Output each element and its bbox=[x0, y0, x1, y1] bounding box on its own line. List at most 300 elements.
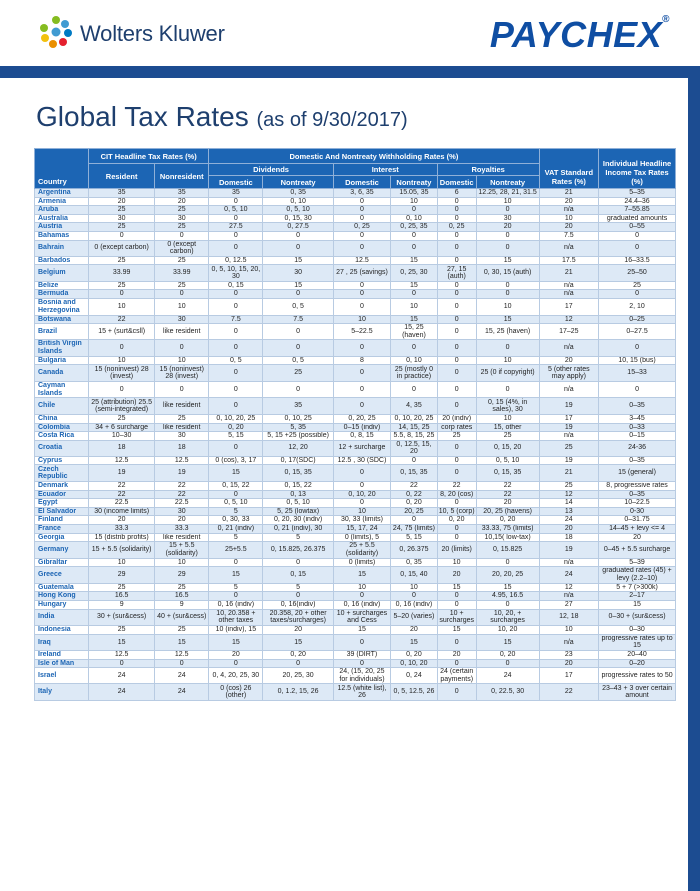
wolters-kluwer-brand: Wolters Kluwer bbox=[80, 21, 225, 46]
cell-interest-nontreaty: 5.5, 8, 15, 25 bbox=[391, 432, 438, 441]
cell-royalties-nontreaty: 10,15( low-tax) bbox=[476, 533, 539, 542]
cell-cit-resident: 33.99 bbox=[89, 265, 155, 282]
table-row bbox=[35, 533, 676, 542]
cell-royalties-domestic: 0 bbox=[437, 398, 476, 415]
cell-dividends-nontreaty: 35 bbox=[263, 398, 333, 415]
cell-dividends-domestic: 10 (indiv), 15 bbox=[209, 626, 263, 635]
cell-pit: 0–33 bbox=[599, 423, 676, 432]
cell-vat: 27 bbox=[539, 600, 599, 609]
cell-royalties-domestic: 0 bbox=[437, 456, 476, 465]
cell-royalties-domestic: 0 bbox=[437, 206, 476, 215]
table-row bbox=[35, 659, 676, 668]
cell-cit-nonresident: 10 bbox=[155, 356, 209, 365]
cell-interest-nontreaty: 15 bbox=[391, 256, 438, 265]
cell-interest-nontreaty: 0, 16 (indiv) bbox=[391, 600, 438, 609]
header-wht-group: Domestic And Nontreaty Withholding Rates (%) bbox=[209, 149, 539, 164]
cell-pit: 2, 10 bbox=[599, 299, 676, 316]
header-pit: Individual Headline Income Tax Rates (%) bbox=[599, 149, 676, 189]
cell-interest-domestic: 10 bbox=[333, 583, 390, 592]
cell-vat: n/a bbox=[539, 592, 599, 601]
cell-royalties-nontreaty: 0 bbox=[476, 381, 539, 398]
cell-cit-resident: 15 + 5.5 (solidarity) bbox=[89, 542, 155, 559]
cell-country: Barbados bbox=[35, 256, 89, 265]
cell-royalties-domestic: 0 bbox=[437, 197, 476, 206]
table-row bbox=[35, 609, 676, 626]
cell-interest-domestic: 12 + surcharge bbox=[333, 440, 390, 456]
cell-royalties-domestic: 0 bbox=[437, 634, 476, 651]
cell-cit-resident: 25 bbox=[89, 281, 155, 290]
cell-royalties-nontreaty: 15, 25 (haven) bbox=[476, 324, 539, 340]
table-row bbox=[35, 299, 676, 316]
cell-country: Bahrain bbox=[35, 240, 89, 256]
cell-country: Armenia bbox=[35, 197, 89, 206]
cell-cit-resident: 22 bbox=[89, 490, 155, 499]
cell-country: Italy bbox=[35, 684, 89, 701]
cell-interest-domestic: 0 bbox=[333, 281, 390, 290]
cell-interest-domestic: 24, (15, 20, 25 for individuals) bbox=[333, 668, 390, 684]
cell-interest-nontreaty: 0, 25, 30 bbox=[391, 265, 438, 282]
cell-dividends-nontreaty: 0 bbox=[263, 381, 333, 398]
cell-royalties-nontreaty: 15 bbox=[476, 315, 539, 324]
cell-cit-resident: 19 bbox=[89, 465, 155, 482]
cell-vat: 20 bbox=[539, 223, 599, 232]
cell-country: Bahamas bbox=[35, 231, 89, 240]
cell-royalties-domestic: 8, 20 (cos) bbox=[437, 490, 476, 499]
cell-cit-resident: 25 (attribution) 25.5 (semi-integrated) bbox=[89, 398, 155, 415]
cell-pit: 0 bbox=[599, 240, 676, 256]
header-royalties: Royalties bbox=[437, 164, 539, 176]
cell-pit: 5–39 bbox=[599, 558, 676, 567]
cell-dividends-domestic: 0 bbox=[209, 558, 263, 567]
cell-country: Egypt bbox=[35, 499, 89, 508]
cell-pit: 0–35 bbox=[599, 490, 676, 499]
cell-royalties-nontreaty: 30 bbox=[476, 214, 539, 223]
cell-country: Bulgaria bbox=[35, 356, 89, 365]
cell-pit: 3–45 bbox=[599, 414, 676, 423]
cell-cit-nonresident: 24 bbox=[155, 668, 209, 684]
cell-interest-domestic: 0 bbox=[333, 398, 390, 415]
cell-cit-nonresident: 22 bbox=[155, 490, 209, 499]
cell-country: Germany bbox=[35, 542, 89, 559]
registered-mark: ® bbox=[662, 14, 670, 25]
cell-cit-nonresident: 0 bbox=[155, 340, 209, 357]
cell-royalties-nontreaty: 24 bbox=[476, 668, 539, 684]
cell-dividends-domestic: 10, 20.358 + other taxes bbox=[209, 609, 263, 626]
wolters-kluwer-logo-icon bbox=[38, 14, 74, 50]
cell-royalties-domestic: 0 bbox=[437, 684, 476, 701]
cell-interest-domestic: 0 bbox=[333, 340, 390, 357]
cell-royalties-nontreaty: 10 bbox=[476, 414, 539, 423]
table-row bbox=[35, 290, 676, 299]
cell-interest-domestic: 12.5 (white list), 26 bbox=[333, 684, 390, 701]
cell-cit-resident: 0 bbox=[89, 381, 155, 398]
cell-vat: 23 bbox=[539, 651, 599, 660]
cell-interest-nontreaty: 0 bbox=[391, 516, 438, 525]
page-title bbox=[36, 101, 408, 133]
cell-interest-nontreaty: 0 bbox=[391, 231, 438, 240]
cell-dividends-domestic: 0, 15 bbox=[209, 281, 263, 290]
table-row bbox=[35, 223, 676, 232]
cell-dividends-nontreaty: 25 bbox=[263, 365, 333, 382]
cell-royalties-nontreaty: 10 bbox=[476, 197, 539, 206]
cell-royalties-nontreaty: 15 bbox=[476, 583, 539, 592]
cell-interest-domestic: 10 bbox=[333, 507, 390, 516]
cell-dividends-nontreaty: 15 bbox=[263, 256, 333, 265]
cell-royalties-nontreaty: 10, 20 bbox=[476, 626, 539, 635]
cell-dividends-nontreaty: 0, 10 bbox=[263, 197, 333, 206]
cell-cit-nonresident: 30 bbox=[155, 214, 209, 223]
cell-dividends-nontreaty: 0, 15, 30 bbox=[263, 214, 333, 223]
cell-vat: 12 bbox=[539, 583, 599, 592]
cell-royalties-nontreaty: 10 bbox=[476, 299, 539, 316]
cell-interest-domestic: 0 bbox=[333, 206, 390, 215]
cell-interest-nontreaty: 0 bbox=[391, 290, 438, 299]
cell-pit: 0–35 bbox=[599, 456, 676, 465]
cell-cit-nonresident: like resident bbox=[155, 398, 209, 415]
cell-cit-resident: 20 bbox=[89, 516, 155, 525]
cell-royalties-domestic: 27, 15 (auth) bbox=[437, 265, 476, 282]
cell-vat: 5 (other rates may apply) bbox=[539, 365, 599, 382]
cell-royalties-domestic: 0 bbox=[437, 356, 476, 365]
cell-dividends-domestic: 0, 21 (indiv) bbox=[209, 524, 263, 533]
cell-interest-nontreaty: 0, 15, 40 bbox=[391, 567, 438, 584]
cell-dividends-domestic: 0, 10, 20, 25 bbox=[209, 414, 263, 423]
cell-pit: progressive rates to 50 bbox=[599, 668, 676, 684]
cell-cit-resident: 0 bbox=[89, 340, 155, 357]
cell-pit: graduated rates (45) + levy (2.2–10) bbox=[599, 567, 676, 584]
cell-cit-resident: 24 bbox=[89, 684, 155, 701]
cell-interest-nontreaty: 0 bbox=[391, 206, 438, 215]
cell-cit-nonresident: 18 bbox=[155, 440, 209, 456]
header-dividends-nontreaty: Nontreaty bbox=[263, 176, 333, 189]
cell-country: British Virgin Islands bbox=[35, 340, 89, 357]
cell-cit-resident: 33.3 bbox=[89, 524, 155, 533]
cell-vat: n/a bbox=[539, 290, 599, 299]
cell-dividends-domestic: 5 bbox=[209, 533, 263, 542]
cell-cit-resident: 25 bbox=[89, 583, 155, 592]
cell-royalties-nontreaty: 4.95, 16.5 bbox=[476, 592, 539, 601]
cell-interest-nontreaty: 0, 10, 20, 25 bbox=[391, 414, 438, 423]
cell-interest-nontreaty: 15 bbox=[391, 634, 438, 651]
cell-pit: graduated amounts bbox=[599, 214, 676, 223]
cell-interest-domestic: 25 + 5.5 (solidarity) bbox=[333, 542, 390, 559]
cell-royalties-domestic: 0 bbox=[437, 340, 476, 357]
cell-cit-resident: 10 bbox=[89, 558, 155, 567]
cell-dividends-domestic: 0, 5 bbox=[209, 356, 263, 365]
cell-pit: 0–35 bbox=[599, 398, 676, 415]
cell-dividends-domestic: 0 bbox=[209, 290, 263, 299]
cell-vat: 22 bbox=[539, 684, 599, 701]
cell-cit-nonresident: 20 bbox=[155, 197, 209, 206]
table-row bbox=[35, 340, 676, 357]
cell-interest-nontreaty: 5, 15 bbox=[391, 533, 438, 542]
cell-interest-domestic: 15 bbox=[333, 626, 390, 635]
cell-cit-nonresident: 0 bbox=[155, 659, 209, 668]
cell-cit-nonresident: 15 (noninvest) 28 (invest) bbox=[155, 365, 209, 382]
cell-country: France bbox=[35, 524, 89, 533]
cell-royalties-nontreaty: 10, 20, + surcharges bbox=[476, 609, 539, 626]
table-row bbox=[35, 490, 676, 499]
cell-dividends-nontreaty: 5 bbox=[263, 533, 333, 542]
table-row bbox=[35, 684, 676, 701]
cell-dividends-nontreaty: 5, 15 +25 (possible) bbox=[263, 432, 333, 441]
cell-cit-nonresident: 40 + (sur&cess) bbox=[155, 609, 209, 626]
header-interest: Interest bbox=[333, 164, 437, 176]
cell-cit-nonresident: 30 bbox=[155, 507, 209, 516]
cell-interest-domestic: 0 bbox=[333, 231, 390, 240]
cell-pit: 0 bbox=[599, 381, 676, 398]
cell-country: Ecuador bbox=[35, 490, 89, 499]
cell-royalties-domestic: 6 bbox=[437, 189, 476, 198]
cell-vat: 24 bbox=[539, 516, 599, 525]
table-row bbox=[35, 668, 676, 684]
cell-cit-resident: 0 bbox=[89, 231, 155, 240]
cell-pit: 0-30 bbox=[599, 507, 676, 516]
cell-pit: 16–33.5 bbox=[599, 256, 676, 265]
cell-dividends-nontreaty: 0, 35 bbox=[263, 189, 333, 198]
table-row bbox=[35, 456, 676, 465]
cell-royalties-nontreaty: 0, 5, 10 bbox=[476, 456, 539, 465]
cell-royalties-domestic: 15 bbox=[437, 626, 476, 635]
cell-dividends-nontreaty: 5 bbox=[263, 583, 333, 592]
cell-cit-resident: 18 bbox=[89, 440, 155, 456]
cell-dividends-domestic: 0 bbox=[209, 340, 263, 357]
cell-cit-nonresident: 15 bbox=[155, 634, 209, 651]
cell-dividends-domestic: 0, 5, 10, 15, 20, 30 bbox=[209, 265, 263, 282]
cell-cit-resident: 0 bbox=[89, 659, 155, 668]
cell-cit-nonresident: 9 bbox=[155, 600, 209, 609]
cell-vat: n/a bbox=[539, 381, 599, 398]
cell-vat: 17 bbox=[539, 668, 599, 684]
cell-interest-domestic: 0 bbox=[333, 197, 390, 206]
cell-cit-nonresident: 10 bbox=[155, 558, 209, 567]
cell-interest-domestic: 0 bbox=[333, 381, 390, 398]
cell-dividends-domestic: 5 bbox=[209, 583, 263, 592]
cell-cit-resident: 9 bbox=[89, 600, 155, 609]
cell-royalties-domestic: 0 bbox=[437, 315, 476, 324]
cell-royalties-nontreaty: 12.25, 28, 21, 31.5 bbox=[476, 189, 539, 198]
cell-vat: 20 bbox=[539, 524, 599, 533]
cell-royalties-nontreaty: 25 bbox=[476, 432, 539, 441]
cell-interest-domestic: 0, 25 bbox=[333, 223, 390, 232]
cell-dividends-nontreaty: 0, 15 bbox=[263, 567, 333, 584]
cell-cit-resident: 30 bbox=[89, 214, 155, 223]
cell-cit-nonresident: 25 bbox=[155, 256, 209, 265]
cell-royalties-domestic: 0 bbox=[437, 659, 476, 668]
cell-royalties-nontreaty: 0, 15 (4%, in sales), 30 bbox=[476, 398, 539, 415]
cell-interest-nontreaty: 0, 22 bbox=[391, 490, 438, 499]
cell-pit: 15 bbox=[599, 600, 676, 609]
cell-royalties-domestic: 0 bbox=[437, 524, 476, 533]
cell-royalties-domestic: 0 bbox=[437, 365, 476, 382]
cell-cit-nonresident: 25 bbox=[155, 223, 209, 232]
table-body bbox=[35, 189, 676, 701]
cell-pit: 0 bbox=[599, 340, 676, 357]
cell-vat: 14 bbox=[539, 499, 599, 508]
cell-vat: 17.5 bbox=[539, 256, 599, 265]
table-row bbox=[35, 206, 676, 215]
cell-country: Denmark bbox=[35, 481, 89, 490]
cell-pit: 15–33 bbox=[599, 365, 676, 382]
cell-interest-nontreaty: 4, 35 bbox=[391, 398, 438, 415]
cell-interest-nontreaty: 0, 25, 35 bbox=[391, 223, 438, 232]
header-royalties-nontreaty: Nontreaty bbox=[476, 176, 539, 189]
cell-cit-resident: 35 bbox=[89, 189, 155, 198]
cell-interest-domestic: 0 bbox=[333, 592, 390, 601]
cell-country: Indonesia bbox=[35, 626, 89, 635]
cell-pit: 24-36 bbox=[599, 440, 676, 456]
cell-royalties-nontreaty: 0, 30, 15 (auth) bbox=[476, 265, 539, 282]
cell-country: Israel bbox=[35, 668, 89, 684]
cell-dividends-domestic: 0, 15, 22 bbox=[209, 481, 263, 490]
cell-royalties-nontreaty: 25 (0 if copyright) bbox=[476, 365, 539, 382]
cell-cit-nonresident: 22 bbox=[155, 481, 209, 490]
cell-interest-nontreaty: 0 bbox=[391, 381, 438, 398]
cell-dividends-domestic: 20 bbox=[209, 651, 263, 660]
cell-dividends-domestic: 0 (cos) 26 (other) bbox=[209, 684, 263, 701]
cell-pit: 0–31.75 bbox=[599, 516, 676, 525]
cell-dividends-domestic: 35 bbox=[209, 189, 263, 198]
cell-royalties-nontreaty: 15, other bbox=[476, 423, 539, 432]
cell-pit: 15 (general) bbox=[599, 465, 676, 482]
cell-interest-domestic: 15 bbox=[333, 567, 390, 584]
cell-dividends-domestic: 0 bbox=[209, 440, 263, 456]
cell-interest-domestic: 10 + surcharges and Cess bbox=[333, 609, 390, 626]
cell-interest-domestic: 0 bbox=[333, 290, 390, 299]
cell-vat: 17 bbox=[539, 299, 599, 316]
cell-interest-domestic: 0, 16 (indiv) bbox=[333, 600, 390, 609]
cell-cit-nonresident: 30 bbox=[155, 432, 209, 441]
cell-country: Cayman Islands bbox=[35, 381, 89, 398]
cell-vat: 25 bbox=[539, 481, 599, 490]
cell-cit-resident: 15 bbox=[89, 634, 155, 651]
cell-interest-nontreaty: 10 bbox=[391, 197, 438, 206]
cell-royalties-domestic: 20 (indiv) bbox=[437, 414, 476, 423]
cell-dividends-domestic: 0 bbox=[209, 214, 263, 223]
cell-cit-resident: 34 + 6 surcharge bbox=[89, 423, 155, 432]
cell-interest-nontreaty: 22 bbox=[391, 481, 438, 490]
cell-interest-nontreaty: 0, 10 bbox=[391, 214, 438, 223]
table-row bbox=[35, 231, 676, 240]
cell-interest-domestic: 0 bbox=[333, 299, 390, 316]
cell-interest-domestic: 0 bbox=[333, 659, 390, 668]
cell-country: Australia bbox=[35, 214, 89, 223]
cell-pit: 25–50 bbox=[599, 265, 676, 282]
table-row bbox=[35, 414, 676, 423]
cell-country: Gibraltar bbox=[35, 558, 89, 567]
cell-dividends-nontreaty: 0 bbox=[263, 558, 333, 567]
cell-dividends-domestic: 15 bbox=[209, 567, 263, 584]
cell-country: Georgia bbox=[35, 533, 89, 542]
cell-vat: n/a bbox=[539, 340, 599, 357]
cell-royalties-domestic: 20 bbox=[437, 651, 476, 660]
cell-vat: 19 bbox=[539, 398, 599, 415]
cell-vat: n/a bbox=[539, 240, 599, 256]
table-row bbox=[35, 600, 676, 609]
cell-cit-resident: 10 bbox=[89, 356, 155, 365]
cell-vat: 12, 18 bbox=[539, 609, 599, 626]
cell-country: Argentina bbox=[35, 189, 89, 198]
cell-dividends-nontreaty: 0, 15, 22 bbox=[263, 481, 333, 490]
cell-country: Greece bbox=[35, 567, 89, 584]
cell-interest-domestic: 5–22.5 bbox=[333, 324, 390, 340]
cell-royalties-nontreaty: 0, 15, 20 bbox=[476, 440, 539, 456]
cell-royalties-domestic: 0, 20 bbox=[437, 516, 476, 525]
cell-dividends-nontreaty: 0, 27.5 bbox=[263, 223, 333, 232]
cell-royalties-domestic: 0, 25 bbox=[437, 223, 476, 232]
cell-vat: 13 bbox=[539, 507, 599, 516]
cell-royalties-nontreaty: 0, 20 bbox=[476, 651, 539, 660]
cell-country: India bbox=[35, 609, 89, 626]
cell-royalties-nontreaty: 15 bbox=[476, 256, 539, 265]
cell-cit-nonresident: 0 bbox=[155, 290, 209, 299]
cell-interest-domestic: 0, 8, 15 bbox=[333, 432, 390, 441]
cell-dividends-domestic: 0, 5, 10 bbox=[209, 206, 263, 215]
table-row bbox=[35, 481, 676, 490]
cell-pit: 7–55.85 bbox=[599, 206, 676, 215]
cell-cit-resident: 24 bbox=[89, 668, 155, 684]
header-country: Country bbox=[35, 149, 89, 189]
cell-royalties-nontreaty: 10 bbox=[476, 356, 539, 365]
cell-dividends-domestic: 25+5.5 bbox=[209, 542, 263, 559]
table-row bbox=[35, 432, 676, 441]
cell-country: Bosnia and Herzegovina bbox=[35, 299, 89, 316]
cell-royalties-nontreaty: 33.33, 75 (limits) bbox=[476, 524, 539, 533]
header-cit-resident: Resident bbox=[89, 164, 155, 189]
cell-interest-domestic: 12.5 , 30 (SDC) bbox=[333, 456, 390, 465]
title-main: Global Tax Rates bbox=[36, 101, 249, 132]
cell-cit-nonresident: 0 bbox=[155, 381, 209, 398]
cell-dividends-domestic: 0, 4, 20, 25, 30 bbox=[209, 668, 263, 684]
cell-country: China bbox=[35, 414, 89, 423]
cell-interest-domestic: 8 bbox=[333, 356, 390, 365]
cell-vat: 19 bbox=[539, 423, 599, 432]
cell-interest-domestic: 0 bbox=[333, 481, 390, 490]
cell-interest-domestic: 0 bbox=[333, 240, 390, 256]
cell-royalties-nontreaty: 0 bbox=[476, 231, 539, 240]
cell-vat: 12 bbox=[539, 315, 599, 324]
cell-dividends-nontreaty: 20.358, 20 + other taxes/surcharges) bbox=[263, 609, 333, 626]
cell-dividends-nontreaty: 0 bbox=[263, 592, 333, 601]
cell-interest-nontreaty: 10 bbox=[391, 299, 438, 316]
cell-royalties-nontreaty: 0, 15.825 bbox=[476, 542, 539, 559]
cell-royalties-nontreaty: 0, 15, 35 bbox=[476, 465, 539, 482]
cell-vat: 19 bbox=[539, 542, 599, 559]
cell-country: Chile bbox=[35, 398, 89, 415]
cell-cit-nonresident: 29 bbox=[155, 567, 209, 584]
cell-dividends-nontreaty: 0, 20 bbox=[263, 651, 333, 660]
table-row bbox=[35, 465, 676, 482]
cell-royalties-domestic: 10, 5 (corp) bbox=[438, 507, 475, 515]
cell-vat: 25 bbox=[539, 440, 599, 456]
table-row bbox=[35, 423, 676, 432]
cell-country: El Salvador bbox=[35, 507, 89, 516]
cell-pit: 0 bbox=[599, 231, 676, 240]
cell-royalties-domestic: 15 bbox=[437, 583, 476, 592]
cell-royalties-domestic: 0 bbox=[437, 499, 476, 508]
table-row bbox=[35, 558, 676, 567]
cell-pit: 8, progressive rates bbox=[599, 481, 676, 490]
cell-dividends-nontreaty: 15 bbox=[263, 281, 333, 290]
table-row bbox=[35, 356, 676, 365]
cell-vat: 21 bbox=[539, 465, 599, 482]
cell-cit-nonresident: 19 bbox=[155, 465, 209, 482]
cell-interest-domestic: 0, 20, 25 bbox=[333, 414, 390, 423]
cell-cit-nonresident: 25 bbox=[155, 281, 209, 290]
cell-royalties-nontreaty: 0, 22.5, 30 bbox=[476, 684, 539, 701]
cell-dividends-domestic: 0, 16 (indiv) bbox=[209, 600, 263, 609]
cell-royalties-nontreaty: 20, 25 (havens) bbox=[476, 507, 539, 516]
